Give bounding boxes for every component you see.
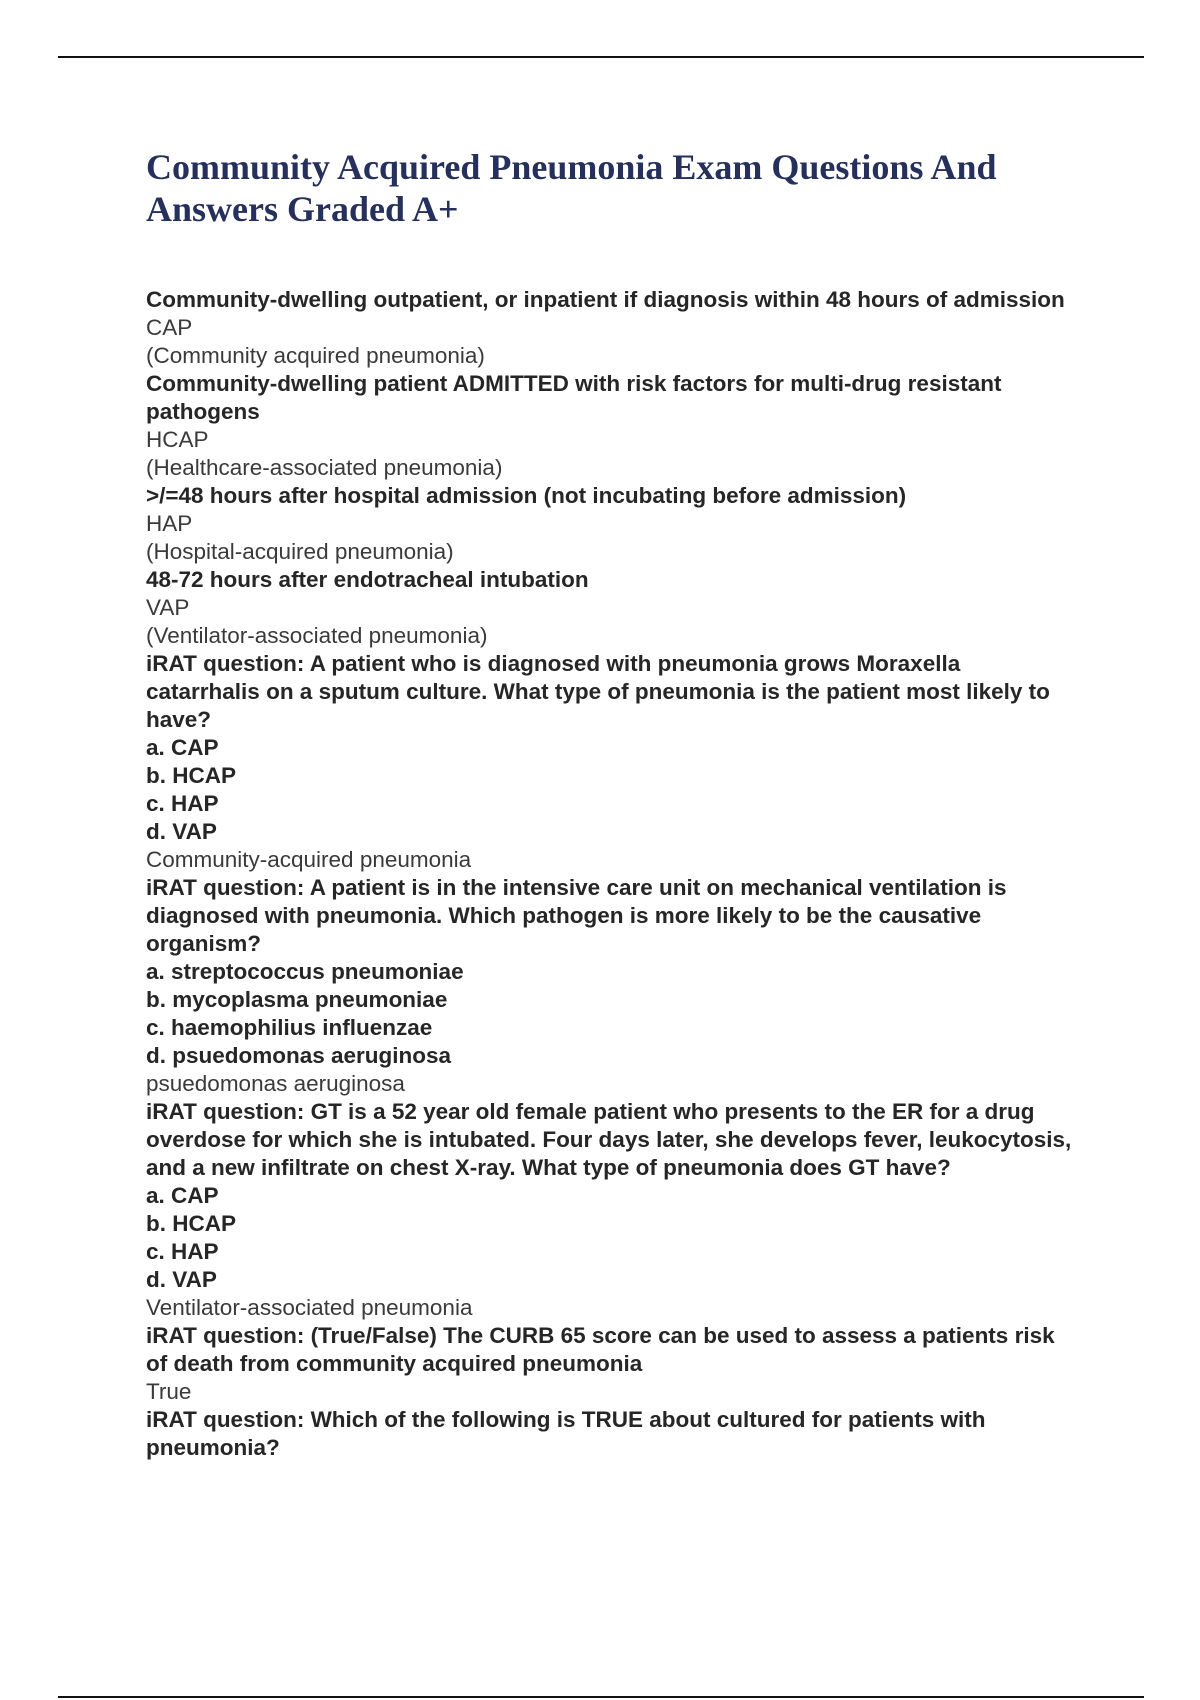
answer-line: HAP [146,511,193,536]
question-text: 48-72 hours after endotracheal intubation [146,567,589,592]
answer-option: d. VAP [146,819,217,844]
answer-option: b. HCAP [146,1211,236,1236]
question-text: iRAT question: Which of the following is TRUE about cultured for patients with pneumonia? [146,1407,986,1460]
question-text: iRAT question: A patient who is diagnosed with pneumonia grows Moraxella catarrhalis on a sputum culture. What type of pneumonia is the patient most likely to have? [146,651,1050,732]
answer-option: b. HCAP [146,763,236,788]
answer-option: a. streptococcus pneumoniae [146,959,464,984]
answer-line: True [146,1379,192,1404]
question-text: iRAT question: A patient is in the intensive care unit on mechanical ventilation is diagnosed with pneumonia. Which pathogen is more likely to be the causative organism? [146,875,1007,956]
question-text: Community-dwelling patient ADMITTED with risk factors for multi-drug resistant pathogens [146,371,1002,424]
answer-option: b. mycoplasma pneumoniae [146,987,448,1012]
answer-line: VAP [146,595,190,620]
answer-line: CAP [146,315,193,340]
bottom-rule [58,1696,1144,1698]
question-text: iRAT question: GT is a 52 year old female patient who presents to the ER for a drug overdose for which she is intubated. Four days later, she develops fever, leukocytosis, and a new infiltrate on chest X-ray. What type of pneumonia does GT have? [146,1099,1072,1180]
answer-option: a. CAP [146,735,219,760]
answer-line: psuedomonas aeruginosa [146,1071,405,1096]
answer-option: c. haemophilius influenzae [146,1015,433,1040]
qa-list [146,286,1076,1462]
answer-line: HCAP [146,427,209,452]
answer-option: d. psuedomonas aeruginosa [146,1043,452,1068]
question-text: iRAT question: (True/False) The CURB 65 score can be used to assess a patients risk of death from community acquired pneumonia [146,1323,1055,1376]
answer-line: (Hospital-acquired pneumonia) [146,539,454,564]
answer-option: c. HAP [146,1239,219,1264]
answer-line: Ventilator-associated pneumonia [146,1295,473,1320]
answer-option: a. CAP [146,1183,219,1208]
answer-line: Community-acquired pneumonia [146,847,472,872]
question-text: Community-dwelling outpatient, or inpatient if diagnosis within 48 hours of admission [146,287,1065,312]
answer-line: (Ventilator-associated pneumonia) [146,623,488,648]
document-title: Community Acquired Pneumonia Exam Questions And Answers Graded A+ [146,147,997,229]
question-text: >/=48 hours after hospital admission (not incubating before admission) [146,483,907,508]
answer-option: c. HAP [146,791,219,816]
answer-line: (Healthcare-associated pneumonia) [146,455,503,480]
answer-line: (Community acquired pneumonia) [146,343,485,368]
answer-option: d. VAP [146,1267,217,1292]
top-rule [58,56,1144,58]
